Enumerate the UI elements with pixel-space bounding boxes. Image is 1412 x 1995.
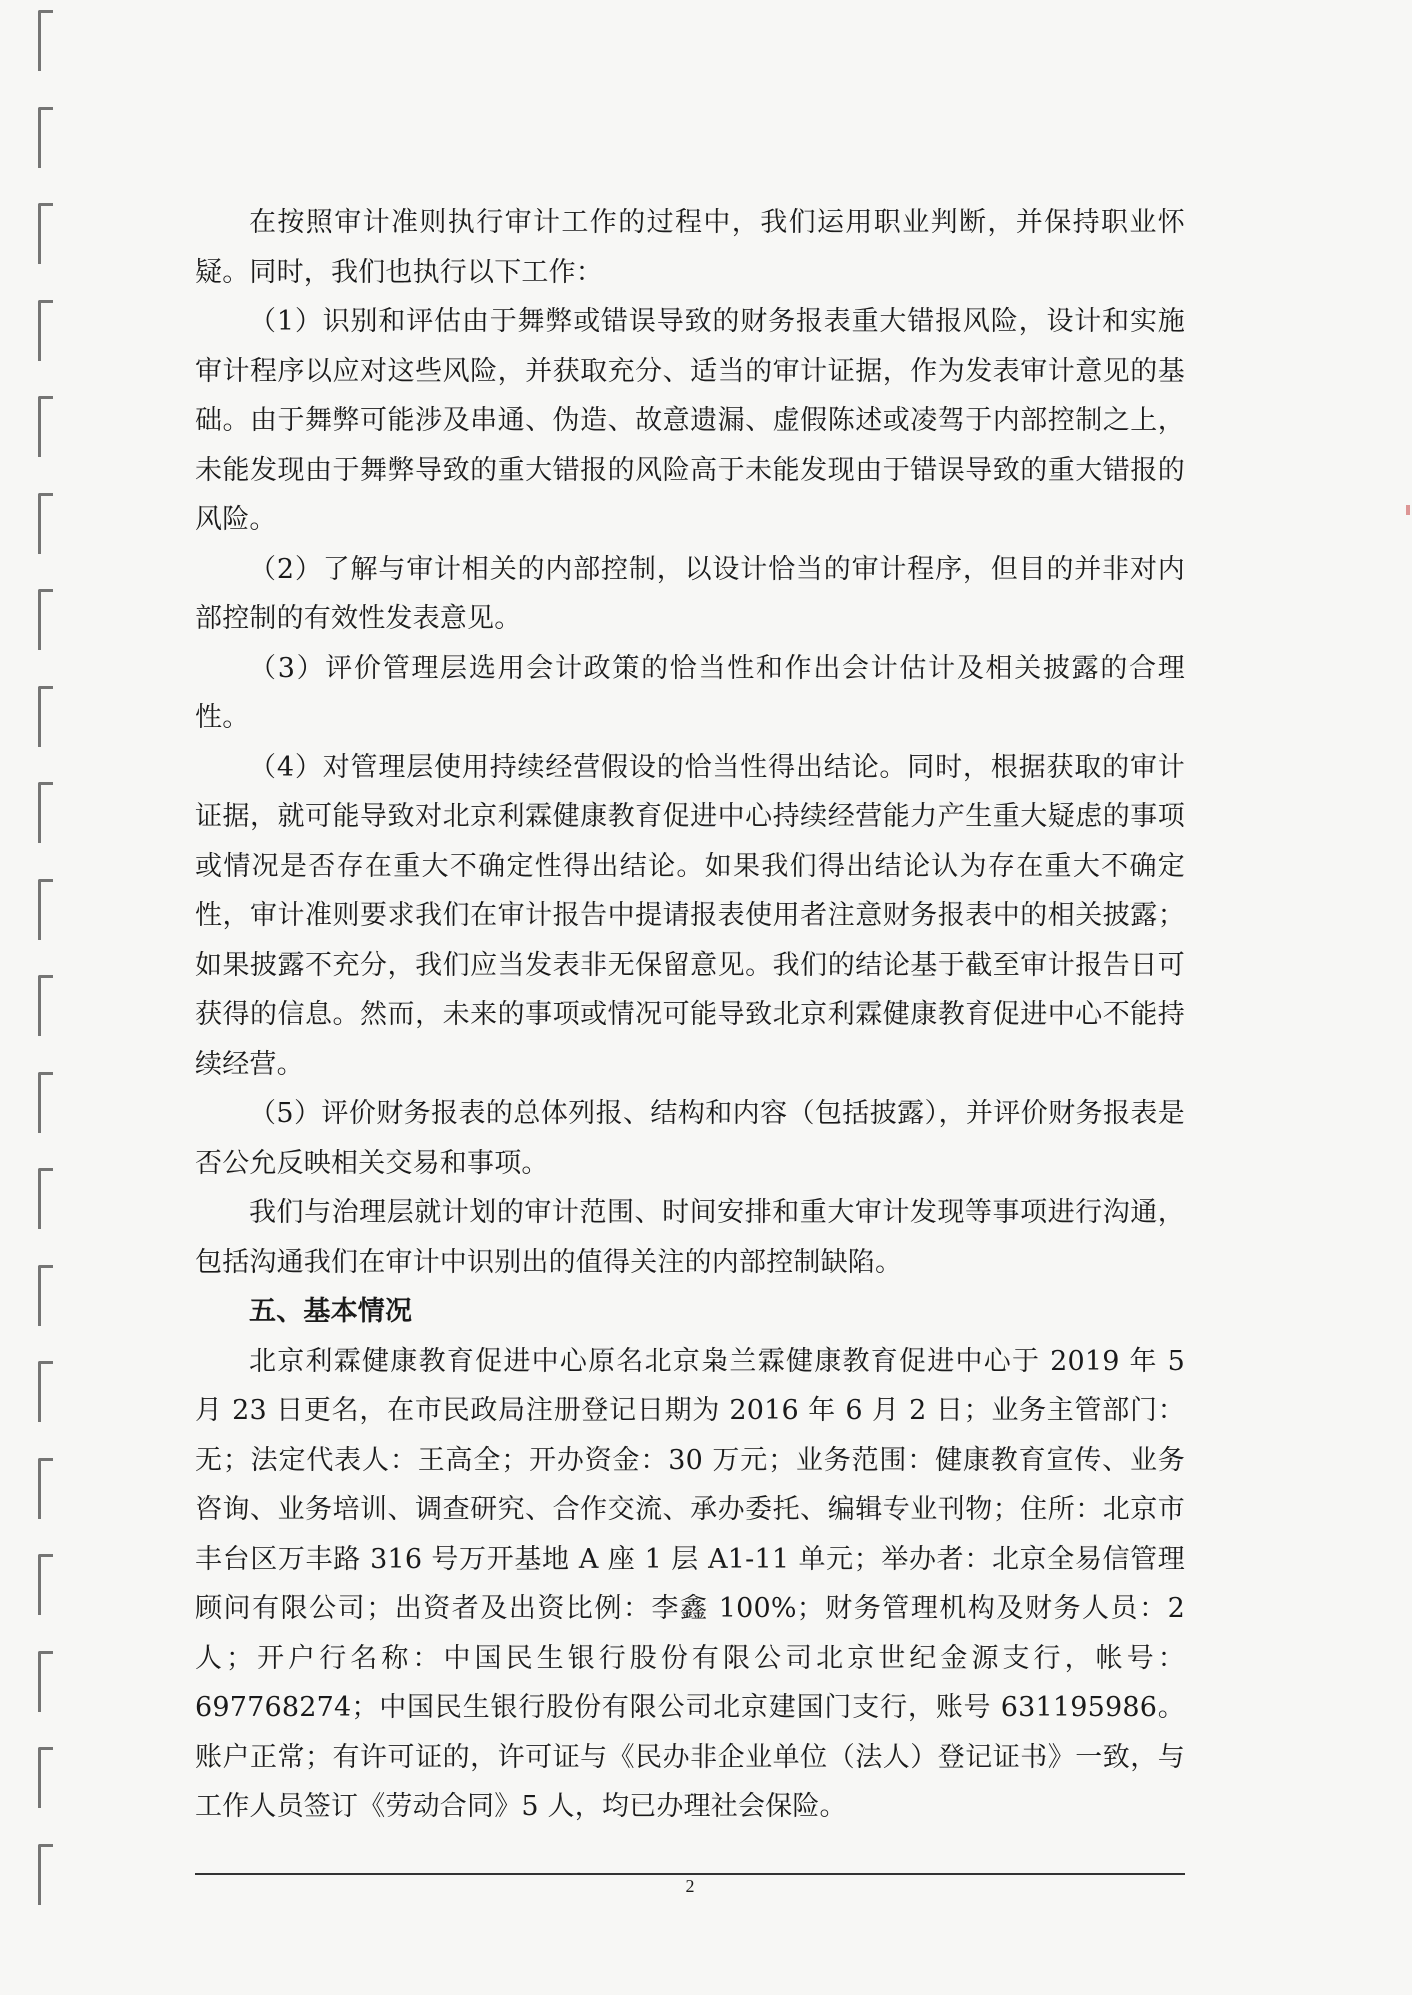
- paragraph-item-1: （1）识别和评估由于舞弊或错误导致的财务报表重大错报风险，设计和实施审计程序以应对这些风险，并获取充分、适当的审计证据，作为发表审计意见的基础。由于舞弊可能涉及串通、伪造、故意遗漏、虚假陈述或凌驾于内部控制之上，未能发现由于舞弊导致的重大错报的风险高于未能发现由于错误导致的重大错报的风险。: [195, 306, 1185, 535]
- binding-mark: [38, 1265, 53, 1326]
- binding-mark: [38, 10, 53, 71]
- binding-mark: [38, 589, 53, 650]
- binding-mark: [38, 1651, 53, 1712]
- paragraph-communication: 我们与治理层就计划的审计范围、时间安排和重大审计发现等事项进行沟通，包括沟通我们在审计中识别出的值得关注的内部控制缺陷。: [195, 1197, 1185, 1278]
- binding-mark: [38, 782, 53, 843]
- paragraph-item-3: （3）评价管理层选用会计政策的恰当性和作出会计估计及相关披露的合理性。: [195, 652, 1185, 733]
- page-number: 2: [685, 1876, 695, 1896]
- section-heading: 五、基本情况: [249, 1296, 413, 1327]
- footer-rule: [195, 1873, 1185, 1875]
- paragraph-intro: 在按照审计准则执行审计工作的过程中，我们运用职业判断，并保持职业怀疑。同时，我们也执行以下工作：: [195, 207, 1185, 288]
- binding-mark: [38, 1554, 53, 1615]
- paragraph-item-5: （5）评价财务报表的总体列报、结构和内容（包括披露），并评价财务报表是否公允反映相关交易和事项。: [195, 1098, 1185, 1179]
- binding-mark: [38, 975, 53, 1036]
- binding-mark: [38, 1072, 53, 1133]
- binding-mark: [38, 396, 53, 457]
- binding-mark: [38, 107, 53, 168]
- binding-mark: [38, 493, 53, 554]
- binding-mark: [38, 203, 53, 264]
- paragraph-item-4: （4）对管理层使用持续经营假设的恰当性得出结论。同时，根据获取的审计证据，就可能导致对北京利霖健康教育促进中心持续经营能力产生重大疑虑的事项或情况是否存在重大不确定性得出结论。如果我们得出结论认为存在重大不确定性，审计准则要求我们在审计报告中提请报表使用者注意财务报表中的相关披露；如果披露不充分，我们应当发表非无保留意见。我们的结论基于截至审计报告日可获得的信息。然而，未来的事项或情况可能导致北京利霖健康教育促进中心不能持续经营。: [195, 751, 1185, 1080]
- binding-mark: [38, 1361, 53, 1422]
- binding-mark: [38, 686, 53, 747]
- document-body: [195, 198, 1185, 1832]
- binding-edge: [38, 0, 58, 1995]
- section-body: 北京利霖健康教育促进中心原名北京枭兰霖健康教育促进中心于 2019 年 5 月 23 日更名，在市民政局注册登记日期为 2016 年 6 月 2 日；业务主管部门：无；法定代表人：王高全；开办资金：30 万元；业务范围：健康教育宣传、业务咨询、业务培训、调查研究、合作交流、承办委托、编辑专业刊物；住所：北京市丰台区万丰路 316 号万开基地 A 座 1 层 A1-11 单元；举办者：北京全易信管理顾问有限公司；出资者及出资比例：李鑫 100%；财务管理机构及财务人员：2 人；开户行名称：中国民生银行股份有限公司北京世纪金源支行，帐号：697768274；中国民生银行股份有限公司北京建国门支行，账号 631195986。账户正常；有许可证的，许可证与《民办非企业单位（法人）登记证书》一致，与工作人员签订《劳动合同》5 人，均已办理社会保险。: [195, 1345, 1185, 1822]
- binding-mark: [38, 1747, 53, 1808]
- edge-mark: [1406, 505, 1410, 515]
- binding-mark: [38, 1458, 53, 1519]
- binding-mark: [38, 879, 53, 940]
- binding-mark: [38, 300, 53, 361]
- binding-mark: [38, 1168, 53, 1229]
- paragraph-item-2: （2）了解与审计相关的内部控制，以设计恰当的审计程序，但目的并非对内部控制的有效性发表意见。: [195, 553, 1185, 634]
